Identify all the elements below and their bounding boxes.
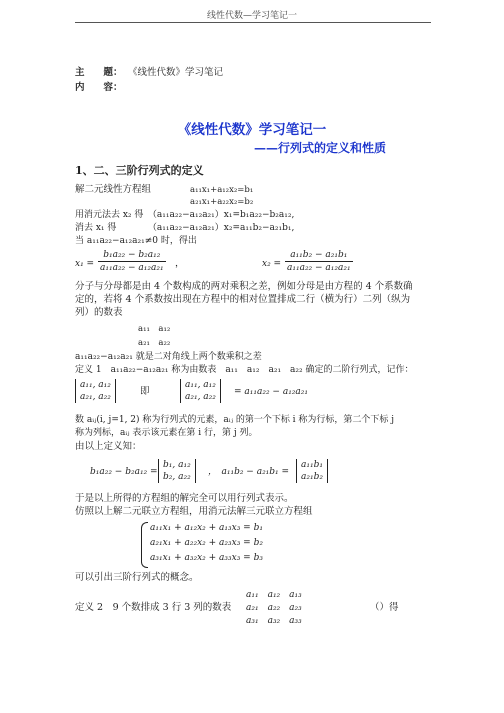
- x1-numerator: b₁a₂₂ − b₂a₁₂: [98, 250, 166, 262]
- diagonal-note: a₁₁a₂₂−a₁₂a₂₁ 就是二对角线上两个数乘积之差: [75, 352, 262, 362]
- system-brace: [141, 522, 148, 568]
- condition-text: 当 a₁₁a₂₂−a₁₂a₂₁≠0 时，得出: [75, 236, 197, 246]
- system-eq-3: a₃₁x₁ + a₃₂x₂ + a₃₃x₃ = b₃: [150, 553, 263, 563]
- x1-fraction: [98, 250, 166, 273]
- document-subtitle: ——行列式的定义和性质: [254, 141, 387, 155]
- known-text: 由以上定义知：: [75, 441, 142, 452]
- determinant-k2-row-1: a₁₁b₁: [301, 460, 323, 470]
- x2-numerator: a₁₁b₂ − a₂₁b₁: [285, 250, 353, 262]
- matrix-row-2: a₂₁ a₂₂ a₂₃: [246, 603, 302, 613]
- matrix-row-1: a₁₁ a₁₂ a₁₃: [246, 590, 302, 600]
- paragraph-1c: 列）的数表: [75, 307, 123, 318]
- x1-lhs: x₁ =: [75, 259, 95, 269]
- paragraph-5: 可以引出三阶行列式的概念。: [75, 572, 199, 583]
- x1-denominator: a₁₁a₂₂ − a₁₂a₂₁: [100, 263, 164, 273]
- matrix-row-3: a₃₁ a₃₂ a₃₃: [246, 616, 302, 626]
- paragraph-4: 仿照以上解二元联立方程组，用消元法解三元联立方程组: [75, 506, 313, 517]
- definition-2: 定义 2 9 个数排成 3 行 3 列的数表: [75, 602, 232, 613]
- equation-2: a₂₁x₁+a₂₂x₂=b₂: [190, 197, 254, 207]
- determinant-b-row-2: a₂₁, a₂₂: [185, 392, 216, 402]
- x2-lhs: x₂ =: [262, 259, 282, 269]
- array-row-1: a₁₁ a₁₂: [138, 324, 171, 334]
- subject-label: 主 题：: [75, 67, 123, 78]
- k2-lhs: ， a₁₁b₂ − a₂₁b₁ =: [208, 467, 290, 477]
- header-rule: [75, 22, 431, 23]
- elimination-2: 消去 x₁ 得 （a₁₁a₂₂−a₁₂a₂₁）x₂=a₁₁b₂−a₂₁b₁,: [75, 223, 295, 233]
- content-label: 内 容：: [75, 82, 123, 93]
- determinant-b: [180, 379, 221, 403]
- determinant-b-row-1: a₁₁, a₁₂: [185, 380, 216, 390]
- paragraph-3: 于是以上所得的方程组的解完全可以用行列式表示。: [75, 493, 294, 504]
- determinant-k1-row-2: b₂, a₂₂: [163, 472, 191, 482]
- equation-intro: 解二元线性方程组: [75, 184, 152, 195]
- determinant-a-row-2: a₂₁, a₂₂: [80, 392, 111, 402]
- section-heading: 1、二、三阶行列式的定义: [75, 164, 204, 177]
- comma-sep: ，: [175, 258, 185, 269]
- paragraph-2b: 称为列标，aᵢⱼ 表示该元素在第 i 行，第 j 列。: [75, 428, 258, 438]
- running-header: 线性代数—学习笔记一: [206, 11, 297, 21]
- paragraph-1a: 分子与分母都是由 4 个数构成的两对乘积之差，例如分母是由方程的 4 个系数确: [75, 281, 413, 292]
- subject-value: 《线性代数》学习笔记: [128, 67, 224, 78]
- determinant-a-row-1: a₁₁, a₁₂: [80, 380, 111, 390]
- paragraph-2a: 数 aᵢⱼ(i, j=1, 2) 称为行列式的元素，aᵢⱼ 的第一个下标 i 称为行标，第二个下标 j: [75, 415, 395, 425]
- determinant-k2-row-2: a₂₁b₂: [301, 472, 323, 482]
- x2-denominator: a₁₁a₂₂ − a₁₂a₂₁: [287, 263, 351, 273]
- determinant-k1-row-1: b₁, a₁₂: [163, 460, 191, 470]
- system-eq-1: a₁₁x₁ + a₁₂x₂ + a₁₃x₃ = b₁: [150, 523, 263, 533]
- definition-1: 定义 1 a₁₁a₂₂−a₁₂a₂₁ 称为由数表 a₁₁ a₁₂ a₂₁ a₂₂ 确定的二阶行列式，记作：: [75, 365, 414, 375]
- system-eq-2: a₂₁x₁ + a₂₂x₂ + a₂₃x₃ = b₂: [150, 538, 263, 548]
- k1-lhs: b₁a₂₂ − b₂a₁₂ =: [90, 467, 158, 477]
- matrix-3x3: [246, 589, 302, 628]
- elimination-1: 用消元法去 x₂ 得 （a₁₁a₂₂−a₁₂a₂₁）x₁=b₁a₂₂−b₂a₁₂,: [75, 210, 295, 220]
- determinant-k1: [158, 459, 196, 483]
- determinant-k2: [296, 459, 328, 483]
- determinant-b-rhs: = a₁₁a₂₂ − a₁₂a₂₁: [234, 387, 308, 397]
- equation-1: a₁₁x₁+a₁₂x₂=b₁: [190, 185, 254, 195]
- x2-fraction: [285, 250, 353, 273]
- array-row-2: a₂₁ a₂₂: [138, 338, 171, 348]
- document-title: 《线性代数》学习笔记一: [177, 122, 327, 138]
- determinant-a: [75, 379, 116, 403]
- paragraph-1b: 定的，若将 4 个系数按出现在方程中的相对位置排成二行（横为行）二列（纵为: [75, 294, 411, 305]
- definition-2-end: （）得: [370, 602, 399, 613]
- ji-text: 即: [140, 386, 150, 397]
